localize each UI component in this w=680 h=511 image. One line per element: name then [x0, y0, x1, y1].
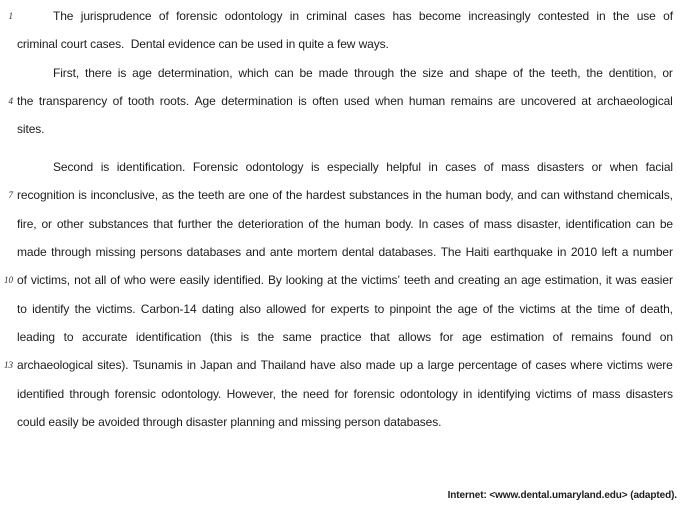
line-text: Second is identification. Forensic odontology is especially helpful in cases of mass disasters or when facial — [53, 159, 673, 174]
text-line — [17, 209, 673, 237]
line-text: recognition is inconclusive, as the teeth are one of the hardest substances in the human body, and can withstand chemicals, — [17, 188, 673, 203]
line-number: 10 — [4, 275, 13, 286]
text-line — [17, 238, 673, 266]
text-line — [17, 59, 673, 87]
line-text: criminal court cases. Dental evidence can be used in quite a few ways. — [17, 37, 389, 52]
text-line — [4, 351, 673, 379]
text-line — [17, 115, 673, 143]
line-text: First, there is age determination, which can be made through the size and shape of the teeth, the dentition, or — [53, 65, 673, 80]
line-text: The jurisprudence of forensic odontology in criminal cases has become increasingly contested in the use of — [53, 9, 673, 24]
text-line — [17, 153, 673, 181]
line-text: identified through forensic odontology. However, the need for forensic odontology in identifying victims of mass disasters — [17, 386, 673, 401]
line-number: 4 — [8, 96, 13, 107]
line-text: archaeological sites). Tsunamis in Japan and Thailand have also made up a large percentage of cases where victims were — [17, 358, 673, 373]
line-text: could easily be avoided through disaster planning and missing person databases. — [17, 414, 442, 429]
source-citation: Internet: <www.dental.umaryland.edu> (adapted). — [447, 490, 677, 501]
text-line — [17, 408, 673, 436]
line-number: 13 — [4, 360, 13, 371]
line-number: 1 — [8, 11, 13, 21]
text-line — [8, 87, 673, 115]
passage-text — [4, 2, 673, 436]
line-text: to identify the victims. Carbon-14 dating also allowed for experts to pinpoint the age of the victims at the time of death, — [17, 301, 673, 316]
text-line — [4, 266, 673, 294]
text-line — [8, 2, 673, 30]
text-line — [17, 30, 673, 58]
line-text: made through missing persons databases and ante mortem dental databases. The Haiti earthquake in 2010 left a number — [17, 244, 673, 259]
line-text: leading to accurate identification (this is the same practice that allows for age estimation of remains found on — [17, 329, 673, 344]
text-line — [8, 181, 673, 209]
text-line — [17, 323, 673, 351]
text-line — [17, 294, 673, 322]
line-number: 7 — [8, 190, 13, 201]
line-text: of victims, not all of who were easily identified. By looking at the victims’ teeth and creating an age estimation, it was easier — [17, 273, 673, 288]
line-text: sites. — [17, 122, 45, 137]
text-line — [17, 379, 673, 407]
line-text: fire, or other substances that further the deterioration of the human body. In cases of mass disaster, identification can be — [17, 216, 673, 231]
line-text: the transparency of tooth roots. Age determination is often used when human remains are uncovered at archaeological — [17, 94, 673, 109]
